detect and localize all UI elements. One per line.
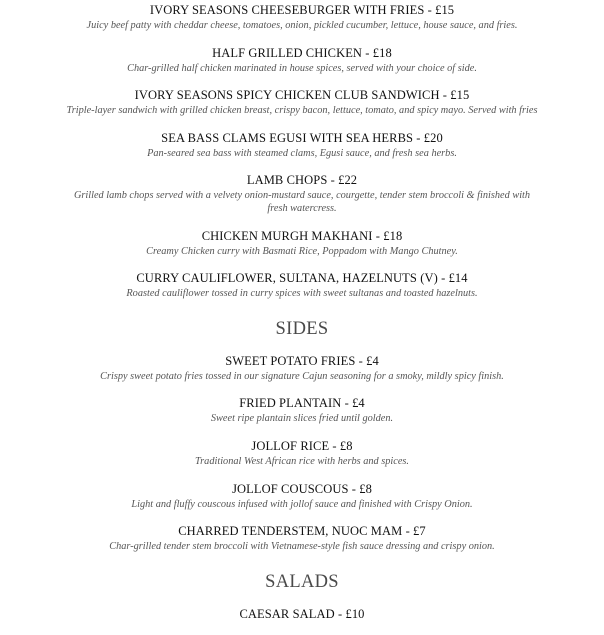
item-title: IVORY SEASONS SPICY CHICKEN CLUB SANDWICH - £15	[134, 88, 470, 103]
menu-item	[0, 46, 604, 76]
item-description: Creamy Chicken curry with Basmati Rice, Poppadom with Mango Chutney.	[146, 245, 458, 257]
item-title: JOLLOF RICE - £8	[251, 438, 353, 453]
menu-item	[0, 229, 604, 259]
menu-page	[0, 3, 604, 635]
item-title: SEA BASS CLAMS EGUSI WITH SEA HERBS - £20	[161, 130, 443, 145]
menu-item	[0, 173, 604, 215]
item-description: Juicy beef patty with cheddar cheese, tomatoes, onion, pickled cucumber, lettuce, house sauce, and fries.	[86, 20, 518, 31]
menu-item	[0, 131, 604, 161]
item-description: Light and fluffy couscous infused with jollof sauce and finished with Crispy Onion.	[131, 498, 473, 510]
menu-item	[0, 396, 604, 426]
item-title: HALF GRILLED CHICKEN - £18	[212, 45, 392, 60]
item-description: Pan-seared sea bass with steamed clams, Egusi sauce, and fresh sea herbs.	[147, 147, 457, 159]
menu-item	[0, 3, 604, 33]
item-title: LAMB CHOPS - £22	[246, 173, 358, 188]
menu-item	[0, 524, 604, 554]
item-description: Crispy sweet potato fries tossed in our signature Cajun seasoning for a smoky, mildly spicy finish.	[100, 370, 504, 382]
menu-item	[0, 482, 604, 512]
item-title: SWEET POTATO FRIES - £4	[225, 353, 379, 368]
item-description: Sweet ripe plantain slices fried until golden.	[210, 413, 394, 425]
item-title: CHICKEN MURGH MAKHANI - £18	[201, 228, 403, 243]
item-title: CURRY CAULIFLOWER, SULTANA, HAZELNUTS (V) - £14	[136, 271, 468, 286]
menu-item	[0, 607, 604, 622]
section-heading-salads: SALADS	[265, 571, 339, 592]
menu-item	[0, 88, 604, 118]
item-title: CHARRED TENDERSTEM, NUOC MAM - £7	[178, 524, 426, 539]
item-description: Triple-layer sandwich with grilled chicken breast, crispy bacon, lettuce, tomato, and spicy mayo. Served with fries	[66, 105, 538, 117]
item-title: FRIED PLANTAIN - £4	[239, 396, 365, 411]
item-title: JOLLOF COUSCOUS - £8	[232, 481, 372, 496]
item-description: Grilled lamb chops served with a velvety onion-mustard sauce, courgette, tender stem broccoli & finished with fresh watercress.	[73, 190, 531, 214]
item-description: Traditional West African rice with herbs and spices.	[195, 455, 409, 467]
section-heading-sides: SIDES	[275, 318, 329, 339]
item-title: IVORY SEASONS CHEESEBURGER WITH FRIES - £15	[149, 3, 455, 17]
item-description: Roasted cauliflower tossed in curry spices with sweet sultanas and toasted hazelnuts.	[126, 288, 478, 300]
item-title: CAESAR SALAD - £10	[239, 606, 365, 621]
menu-item	[0, 271, 604, 301]
menu-item	[0, 354, 604, 384]
item-description: Char-grilled half chicken marinated in house spices, served with your choice of side.	[127, 62, 477, 74]
menu-item	[0, 439, 604, 469]
item-description: Char-grilled tender stem broccoli with Vietnamese-style fish sauce dressing and crispy onion.	[109, 541, 495, 553]
